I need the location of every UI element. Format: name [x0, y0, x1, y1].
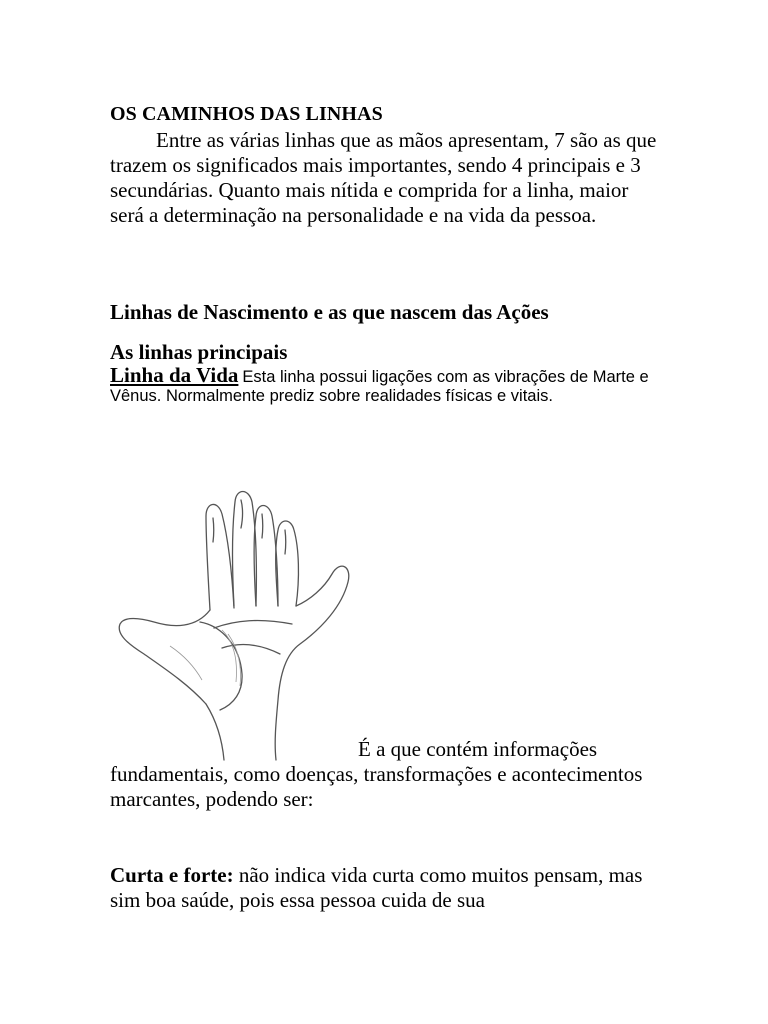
linha-vida-paragraph [110, 363, 655, 406]
curta-forte-label: Curta e forte: [110, 863, 234, 887]
palm-hand-icon [110, 478, 358, 762]
document-title: OS CAMINHOS DAS LINHAS [110, 103, 383, 125]
linha-vida-title: Linha da Vida [110, 363, 239, 387]
curta-forte-paragraph [110, 863, 670, 913]
linha-vida-description: Esta linha possui ligações com as vibrações de Marte e Vênus. Normalmente prediz sobre realidades físicas e vitais. [110, 368, 649, 405]
after-image-paragraph [110, 737, 670, 812]
section-heading: Linhas de Nascimento e as que nascem das Ações [110, 300, 549, 324]
after-image-lead: É a que contém informações [358, 737, 598, 761]
after-image-rest: fundamentais, como doenças, transformações e acontecimentos marcantes, podendo ser: [110, 762, 643, 811]
intro-paragraph: Entre as várias linhas que as mãos apresentam, 7 são as que trazem os significados mais importantes, sendo 4 principais e 3 secundárias. Quanto mais nítida e comprida for a linha, maior será a determinação na personalidade e na vida da pessoa. [110, 128, 657, 227]
curta-forte-text: não indica vida curta como muitos pensam, mas sim boa saúde, pois essa pessoa cuida de sua [110, 863, 643, 912]
subheading-principais: As linhas principais [110, 340, 288, 364]
